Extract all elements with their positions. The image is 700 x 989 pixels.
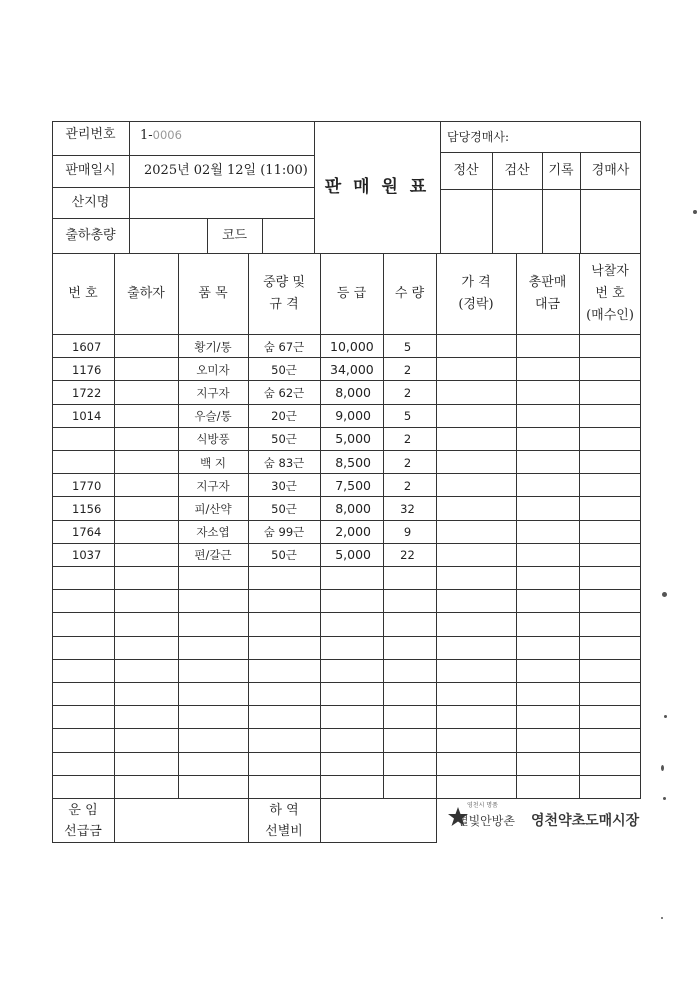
scan-speck	[662, 592, 667, 597]
row-divider	[52, 427, 641, 428]
scan-speck	[661, 765, 664, 771]
rule-top	[52, 121, 641, 122]
mgmt-no-value: 1-0006	[140, 128, 182, 143]
row-divider	[52, 659, 641, 660]
cell-weight: 50근	[271, 548, 297, 562]
cell-no: 1764	[72, 525, 102, 539]
approval-record: 기록	[548, 163, 574, 178]
cell-grade: 8,000	[335, 385, 371, 400]
col-header-price-2: (경락)	[458, 297, 494, 312]
cell-item: 오미자	[196, 363, 230, 377]
rule-top-left-1	[52, 155, 314, 156]
rule-label-col	[129, 121, 130, 253]
rule-footer-4	[436, 798, 437, 843]
row-divider	[52, 589, 641, 590]
col-header-buyer-3: (매수인)	[586, 308, 634, 323]
column-divider	[516, 253, 517, 798]
freight-label-1: 운 임	[68, 803, 98, 818]
cell-item: 피/산약	[194, 502, 232, 516]
sales-slip-form	[52, 121, 641, 843]
cell-weight: 20근	[271, 409, 297, 423]
cell-grade: 8,500	[335, 455, 371, 470]
cell-item: 황기/통	[194, 340, 232, 354]
approval-verify: 검산	[504, 163, 530, 178]
row-divider	[52, 404, 641, 405]
cell-grade: 10,000	[330, 339, 374, 354]
cell-no: 1176	[72, 363, 102, 377]
column-divider	[579, 253, 580, 798]
scan-speck	[663, 797, 666, 800]
rule-top-left-3	[52, 218, 314, 219]
cell-no: 1607	[72, 340, 102, 354]
row-divider	[52, 682, 641, 683]
row-divider	[52, 380, 641, 381]
cell-grade: 8,000	[335, 501, 371, 516]
rule-right	[640, 121, 641, 798]
code-label: 코드	[221, 228, 248, 243]
row-divider	[52, 566, 641, 567]
cargo-label-1: 하 역	[269, 803, 299, 818]
rule-header-top	[52, 253, 641, 254]
cell-item: 백 지	[200, 456, 226, 470]
row-divider	[52, 450, 641, 451]
cell-item: 편/갈근	[194, 548, 232, 562]
cell-no: 1722	[72, 386, 102, 400]
rule-header-bottom	[52, 334, 641, 335]
logo-market-name: 영천약초도매시장	[531, 813, 640, 829]
cell-weight: 50근	[271, 363, 297, 377]
col-header-total-1: 총판매	[528, 275, 567, 290]
cell-no: 1770	[72, 479, 102, 493]
logo-slogan: 별빛안방촌	[457, 814, 515, 828]
col-header-qty: 수 량	[394, 286, 425, 301]
rule-approval-mid	[440, 189, 641, 190]
scan-speck	[693, 210, 697, 214]
cell-qty: 2	[403, 456, 412, 470]
cell-grade: 2,000	[335, 524, 371, 539]
scan-speck	[661, 917, 663, 919]
cell-no: 1037	[72, 548, 102, 562]
row-divider	[52, 496, 641, 497]
col-header-grade: 등 급	[336, 286, 367, 301]
approval-settle: 정산	[453, 163, 479, 178]
sale-datetime-value: 2025년 02월 12일 (11:00)	[144, 163, 308, 178]
total-shipment-label: 출하총량	[65, 228, 116, 243]
col-header-item: 품 목	[198, 286, 228, 301]
cell-qty: 9	[403, 525, 412, 539]
cell-weight: 숨 83근	[263, 456, 305, 470]
col-header-weight-1: 중량 및	[263, 275, 305, 290]
cell-qty: 2	[403, 386, 412, 400]
rule-footer-1	[114, 798, 115, 843]
approval-auctioneer: 경매사	[591, 163, 630, 178]
logo-small-text: 영천시 명품	[467, 802, 498, 809]
col-header-price-1: 가 격	[461, 275, 491, 290]
cell-qty: 2	[403, 432, 412, 446]
form-title: 판 매 원 표	[324, 177, 430, 197]
cell-qty: 5	[403, 409, 412, 423]
cell-item: 우슬/통	[194, 409, 232, 423]
rule-code-right	[262, 218, 263, 253]
column-divider	[114, 253, 115, 798]
rule-approval-top	[440, 152, 641, 153]
freight-label-2: 선급금	[64, 824, 102, 839]
cell-grade: 34,000	[330, 362, 374, 377]
cell-item: 지구자	[196, 386, 230, 400]
row-divider	[52, 357, 641, 358]
auctioneer-label: 담당경매사:	[447, 130, 510, 144]
cell-item: 식방풍	[196, 432, 230, 446]
cell-weight: 숨 67근	[263, 340, 305, 354]
cell-grade: 9,000	[335, 408, 371, 423]
cell-weight: 숨 99근	[263, 525, 305, 539]
col-header-buyer-1: 낙찰자	[591, 264, 629, 279]
cell-weight: 숨 62근	[263, 386, 305, 400]
col-header-weight-2: 규 격	[269, 297, 299, 312]
cell-grade: 7,500	[335, 478, 371, 493]
row-divider	[52, 543, 641, 544]
col-header-buyer-2: 번 호	[595, 286, 625, 301]
col-header-no: 번 호	[68, 286, 98, 301]
market-logo	[447, 802, 640, 838]
rule-footer-top	[52, 798, 641, 799]
cell-qty: 2	[403, 363, 412, 377]
cell-qty: 32	[400, 502, 415, 516]
rule-title-right	[440, 121, 441, 253]
cargo-label-2: 선별비	[265, 824, 303, 839]
cell-no: 1156	[72, 502, 102, 516]
rule-bottom	[52, 842, 436, 843]
row-divider	[52, 520, 641, 521]
cell-qty: 5	[403, 340, 412, 354]
row-divider	[52, 705, 641, 706]
cell-item: 자소엽	[196, 525, 230, 539]
row-divider	[52, 612, 641, 613]
row-divider	[52, 636, 641, 637]
sale-datetime-label: 판매일시	[65, 163, 116, 178]
column-divider	[436, 253, 437, 798]
scan-speck	[664, 715, 667, 718]
cell-weight: 50근	[271, 502, 297, 516]
cell-qty: 2	[403, 479, 412, 493]
cell-grade: 5,000	[335, 547, 371, 562]
cell-no: 1014	[72, 409, 102, 423]
row-divider	[52, 473, 641, 474]
col-header-shipper: 출하자	[127, 286, 165, 301]
cell-item: 지구자	[196, 479, 230, 493]
rule-footer-3	[320, 798, 321, 843]
origin-label: 산지명	[71, 195, 110, 210]
rule-top-left-2	[52, 187, 314, 188]
cell-weight: 30근	[271, 479, 297, 493]
column-divider	[320, 253, 321, 798]
mgmt-no-label: 관리번호	[65, 127, 116, 142]
cell-weight: 50근	[271, 432, 297, 446]
row-divider	[52, 728, 641, 729]
row-divider	[52, 775, 641, 776]
cell-grade: 5,000	[335, 431, 371, 446]
col-header-total-2: 대금	[534, 297, 561, 312]
cell-qty: 22	[400, 548, 415, 562]
row-divider	[52, 752, 641, 753]
